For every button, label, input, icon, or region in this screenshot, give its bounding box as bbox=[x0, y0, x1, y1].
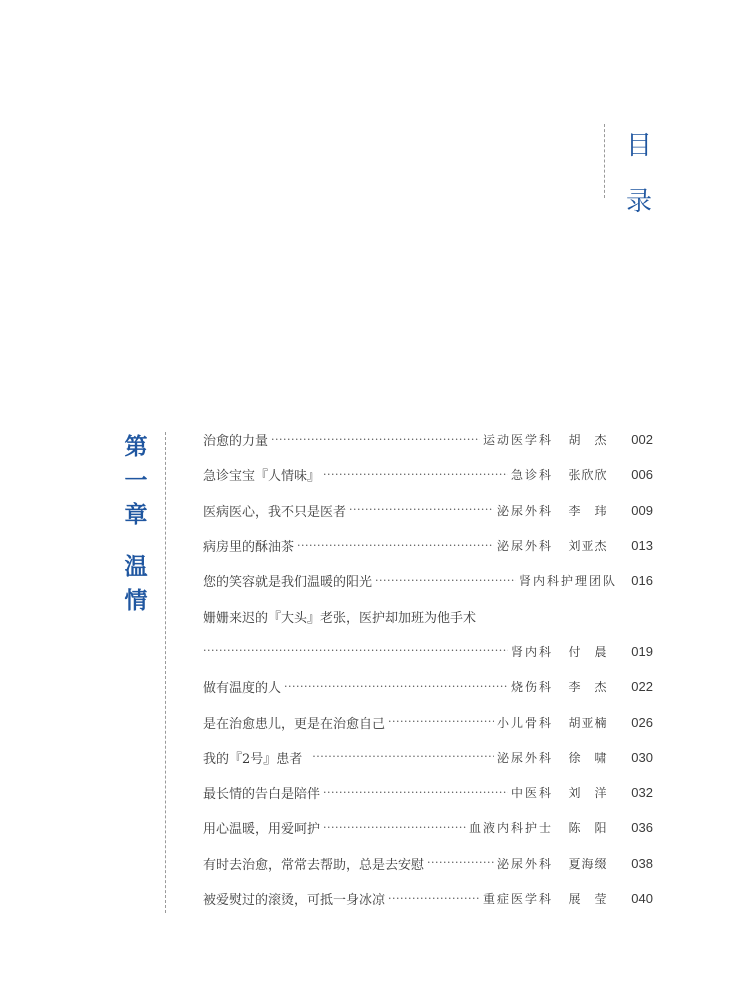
entry-department: 泌尿外科 bbox=[496, 856, 553, 871]
entry-page: 022 bbox=[631, 679, 653, 695]
entry-author: 胡亚楠 bbox=[568, 715, 608, 730]
leader-dots bbox=[271, 432, 480, 448]
entry-page: 036 bbox=[631, 820, 653, 836]
leader-dots bbox=[388, 891, 480, 907]
entry-title: 病房里的酥油茶 bbox=[203, 540, 295, 556]
toc-list bbox=[203, 422, 653, 916]
entry-page: 032 bbox=[631, 785, 653, 801]
entry-department: 泌尿外科 bbox=[496, 539, 553, 554]
toc-entry[interactable] bbox=[203, 528, 653, 563]
entry-page: 030 bbox=[631, 749, 653, 765]
leader-dots bbox=[375, 573, 516, 589]
entry-author: 展 莹 bbox=[568, 892, 608, 906]
entry-department: 肾内科 bbox=[510, 644, 553, 659]
entry-department: 肾内科护理团队 bbox=[518, 574, 617, 589]
chapter-char: 章 bbox=[124, 502, 148, 528]
toc-entry[interactable] bbox=[203, 493, 653, 528]
toc-entry[interactable] bbox=[203, 740, 653, 775]
title-char-1: 目 bbox=[626, 131, 653, 161]
entry-department: 血液内科护士 bbox=[468, 821, 553, 836]
entry-title: 做有温度的人 bbox=[203, 681, 282, 697]
entry-page: 013 bbox=[631, 538, 653, 554]
leader-dots bbox=[297, 538, 494, 554]
entry-page: 016 bbox=[631, 573, 653, 589]
leader-dots bbox=[388, 714, 494, 730]
chapter-gap bbox=[120, 532, 152, 550]
entry-title: 最长情的告白是陪伴 bbox=[203, 787, 321, 803]
entry-department: 小儿骨科 bbox=[496, 715, 553, 730]
toc-entry[interactable] bbox=[203, 881, 653, 916]
entry-department: 急诊科 bbox=[510, 468, 553, 483]
chapter-divider bbox=[165, 432, 166, 913]
chapter-char: 一 bbox=[124, 468, 148, 494]
entry-title: 我的『2号』患者 bbox=[203, 751, 303, 767]
leader-dots bbox=[284, 679, 508, 695]
chapter-char: 情 bbox=[124, 588, 148, 614]
entry-author: 刘亚杰 bbox=[568, 539, 608, 554]
leader-dots bbox=[323, 785, 508, 801]
heading-divider bbox=[604, 124, 605, 198]
entry-title: 急诊宝宝『人情味』 bbox=[203, 469, 321, 485]
entry-title: 治愈的力量 bbox=[203, 434, 269, 450]
leader-dots bbox=[427, 855, 494, 871]
toc-entry[interactable] bbox=[203, 598, 653, 633]
leader-dots bbox=[323, 820, 466, 836]
entry-department: 重症医学科 bbox=[482, 892, 553, 906]
entry-author: 陈 阳 bbox=[568, 821, 608, 836]
entry-title: 医病医心，我不只是医者 bbox=[203, 504, 347, 520]
leader-dots bbox=[349, 502, 494, 518]
entry-page: 002 bbox=[631, 432, 653, 448]
entry-title: 是在治愈患儿，更是在治愈自己 bbox=[203, 716, 386, 732]
toc-entry-continued[interactable] bbox=[203, 634, 653, 669]
leader-dots bbox=[323, 467, 508, 483]
entry-author: 李 杰 bbox=[568, 680, 608, 695]
title-char-2: 录 bbox=[626, 187, 653, 217]
entry-title: 被爱熨过的滚烫，可抵一身冰凉 bbox=[203, 893, 386, 908]
toc-entry[interactable] bbox=[203, 810, 653, 845]
entry-title: 用心温暖，用爱呵护 bbox=[203, 822, 321, 838]
toc-entry[interactable] bbox=[203, 846, 653, 881]
toc-entry[interactable] bbox=[203, 704, 653, 739]
leader-dots bbox=[203, 643, 508, 659]
chapter-char: 第 bbox=[124, 434, 148, 460]
entry-author: 徐 啸 bbox=[568, 750, 608, 765]
entry-page: 009 bbox=[631, 502, 653, 518]
entry-author: 刘 洋 bbox=[568, 786, 608, 801]
entry-page: 019 bbox=[631, 643, 653, 659]
toc-entry[interactable] bbox=[203, 669, 653, 704]
entry-page: 040 bbox=[631, 891, 653, 906]
entry-title: 有时去治愈，常常去帮助，总是去安慰 bbox=[203, 857, 425, 873]
toc-entry[interactable] bbox=[203, 422, 653, 457]
chapter-heading bbox=[120, 430, 152, 618]
entry-author: 李 玮 bbox=[568, 503, 608, 518]
entry-author: 付 晨 bbox=[568, 644, 608, 659]
entry-department: 中医科 bbox=[510, 786, 553, 801]
entry-department: 泌尿外科 bbox=[496, 750, 553, 765]
page-title bbox=[626, 118, 652, 230]
entry-department: 运动医学科 bbox=[482, 433, 553, 448]
leader-dots bbox=[312, 749, 494, 765]
entry-page: 038 bbox=[631, 855, 653, 871]
toc-entry[interactable] bbox=[203, 457, 653, 492]
entry-author: 张欣欣 bbox=[568, 468, 608, 483]
entry-title: 姗姗来迟的『大头』老张，医护却加班为他手术 bbox=[203, 610, 477, 626]
entry-department: 泌尿外科 bbox=[496, 503, 553, 518]
entry-author: 夏海缀 bbox=[568, 856, 608, 871]
chapter-char: 温 bbox=[124, 554, 148, 580]
entry-page: 006 bbox=[631, 467, 653, 483]
entry-title: 您的笑容就是我们温暖的阳光 bbox=[203, 575, 373, 591]
toc-entry[interactable] bbox=[203, 775, 653, 810]
entry-author: 胡 杰 bbox=[568, 433, 608, 448]
entry-page: 026 bbox=[631, 714, 653, 730]
entry-department: 烧伤科 bbox=[510, 680, 553, 695]
toc-entry[interactable] bbox=[203, 563, 653, 598]
